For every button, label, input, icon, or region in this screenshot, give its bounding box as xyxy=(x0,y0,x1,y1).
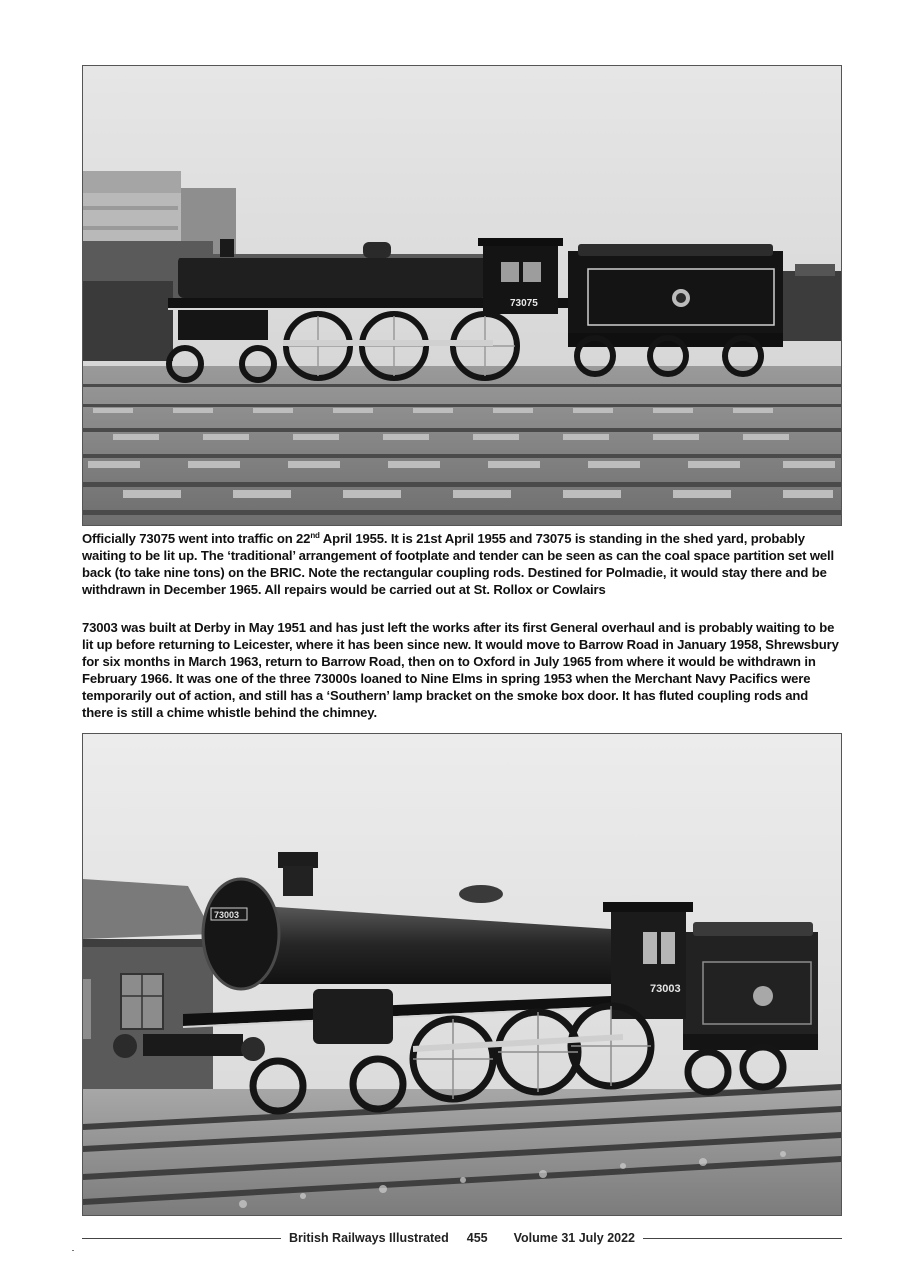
photo-locomotive-73075 xyxy=(82,65,842,526)
footer-rule-left xyxy=(82,1238,281,1239)
locomotive-73075-illustration xyxy=(83,66,841,525)
caption-text-continued: April 1955. It is 21st April 1955 and 73075 is standing in the shed yard, probably waiting to be lit up. The ‘traditional’ arrangement of footplate and tender can be seen as can the coal space partition set well back (to take nine tons) on the BRIC. Note the rectangular coupling rods. Destined for Polmadie, it would stay there and be withdrawn in December 1965. All repairs would be carried out at St. Rollox or Cowlairs xyxy=(82,531,835,597)
page-footer xyxy=(82,1229,842,1247)
caption-text: Officially 73075 went into traffic on 22 xyxy=(82,531,311,546)
footer-rule-right xyxy=(643,1238,842,1239)
photo-caption-73075 xyxy=(82,530,842,598)
smokebox-number-plate: 73003 xyxy=(214,910,240,920)
page-mark xyxy=(72,1250,74,1251)
loco-number-plate: 73003 xyxy=(650,983,681,995)
photo-caption-73003: 73003 was built at Derby in May 1951 and has just left the works after its first General overhaul and is probably waiting to be lit up before returning to Leicester, where it has been since new. It would move to Barrow Road in January 1958, Shrewsbury for six months in March 1963, return to Barrow Road, then on to Oxford in July 1965 from where it would be withdrawn in February 1966. It was one of the three 73000s loaned to Nine Elms in spring 1953 when the Merchant Navy Pacifics were temporarily out of action, and still has a ‘Southern’ lamp bracket on the smoke box door. It has fluted coupling rods and there is still a chime whistle behind the chimney. xyxy=(82,620,839,720)
loco-number-plate: 73075 xyxy=(510,298,538,309)
volume-issue: Volume 31 July 2022 xyxy=(513,1231,636,1245)
publication-title: British Railways Illustrated xyxy=(289,1231,449,1245)
caption-superscript: nd xyxy=(310,531,320,540)
locomotive-73003-illustration xyxy=(83,734,841,1215)
page-number: 455 xyxy=(466,1231,488,1245)
photo-locomotive-73003 xyxy=(82,733,842,1216)
